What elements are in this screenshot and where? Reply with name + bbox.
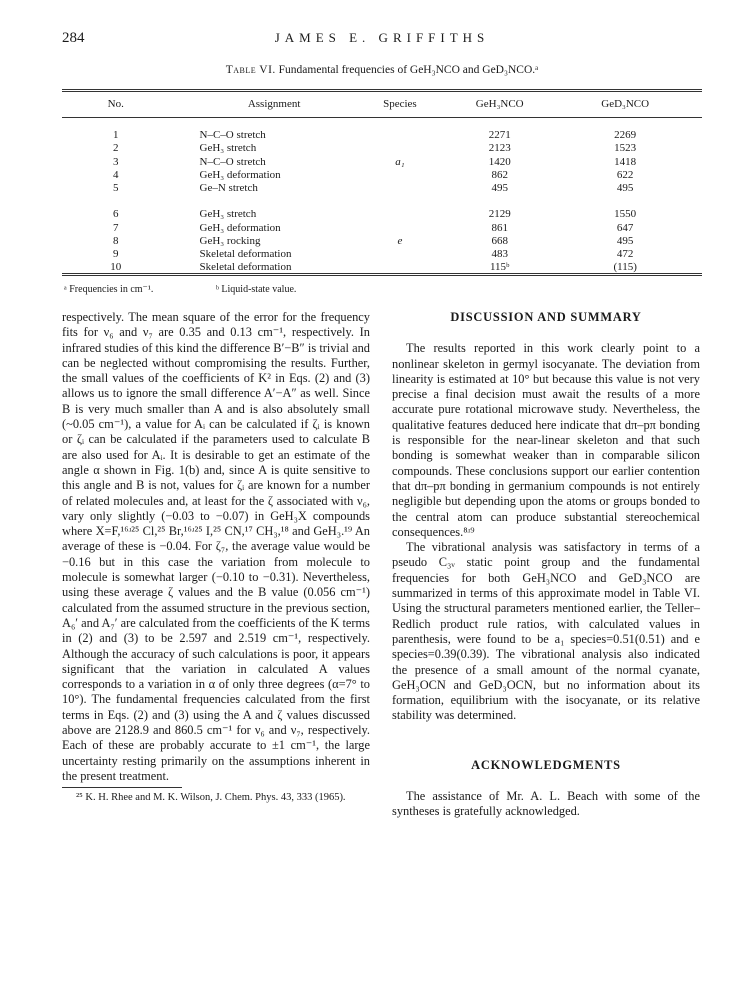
table-row <box>62 156 702 169</box>
table-label: Table VI. <box>225 64 276 76</box>
cell-no: 1 <box>113 129 119 142</box>
cell-ged3nco: (115) <box>613 261 637 274</box>
cell-geh3nco: 862 <box>491 168 508 181</box>
body-paragraph: respectively. The mean square of the error for the frequency fits for ν₆ and ν₇ are 0.35 and 0.13 cm⁻¹, respectively. In infrared studies of this kind the difference B′−B″ is trivial and can be neglected without compromising the results. Further, the small values of the coefficients of K² in Eqs. (2) and (3) allows us to ignore the small difference A′−A″ as well. Since B is very much smaller than A and is also absolutely small (~0.05 cm⁻¹), a value for Aᵢ can be calculated if ζᵢ is known or ζᵢ can be calculated if the parameters used to calculate B are also used for Aᵢ. It is desirable to get an estimate of the angle α shown in Fig. 1(b) and, since A is quite sensitive to this angle and B is not, values for ζᵢ are known for a number of related molecules and, at least for the ζ associated with ν₆, vary only slightly (−0.03 to −0.07) in GeH₃X compounds where X=F,¹⁶ʴ²⁵ Cl,²⁵ Br,¹⁶ʴ²⁵ I,²⁵ CN,¹⁷ CH₃,¹⁸ and GeH₃.¹⁹ An average of these is −0.04. For ζ₇, the average value would be −0.16 but in this case the variation from molecule to molecule is somewhat larger (−0.10 to −0.31). Nevertheless, using these average ζ values and the B value (0.056 cm⁻¹) calculated from the assumed structure in the previous section, A₆′ and A₇′ are calculated from the coefficients of the K terms in (2) and (3) to be 2.597 and 2.519 cm⁻¹, respectively. Although the accuracy of such calculations is poor, it appears significant that the variation in calculated A values corresponds to a variation in α of only three degrees (α=7° to 10°). The fundamental frequencies calculated from the first terms in Eqs. (2) and (3) using the A and ζ values discussed above are 2128.9 and 860.5 cm⁻¹ for ν₆ and ν₇, respectively. Each of these are probably accurate to ±1 cm⁻¹, the large uncertainty resting primarily on the assumptions inherent in the present treatment. <box>62 310 370 783</box>
col-header-geh3nco: GeH₃NCO <box>475 97 524 110</box>
cell-geh3nco: 483 <box>491 248 508 260</box>
table-top-rule-double <box>62 91 702 92</box>
cell-species <box>349 182 451 195</box>
table-footnote: ᵃ Frequencies in cm⁻¹. <box>64 284 154 295</box>
cell-species <box>349 261 451 274</box>
cell-assignment: GeH₃ deformation <box>199 168 281 181</box>
table-row <box>62 222 702 235</box>
table-header-row <box>62 93 702 116</box>
col-header-no: No. <box>107 97 124 110</box>
cell-ged3nco: 495 <box>616 182 634 194</box>
table-row <box>62 208 702 221</box>
cell-assignment: GeH₃ deformation <box>199 221 281 234</box>
table-row <box>62 129 702 142</box>
cell-geh3nco: 2123 <box>488 142 511 155</box>
cell-geh3nco: 115ᵇ <box>489 261 510 274</box>
cell-assignment: GeH₃ stretch <box>199 142 257 155</box>
left-column <box>62 310 370 806</box>
body-paragraph: The results reported in this work clearly point to a nonlinear skeleton in germyl isocyanate. The deviation from linearity is estimated at 10° but because this value is not very precise a final decision must await the results of a more accurate pure rotational microwave study. Nevertheless, the qualitative features deduced here indicate that dπ–pπ bonding is responsible for the near-linear skeleton and that such bonding is somewhat weaker than in comparable silicon compounds. These conclusions support our earlier contention that dπ–pπ bonding in germanium compounds is not entirely negligible but depending upon the atoms or groups bonded to the central atom can produce substantial stereochemical consequences.⁸ʴ⁹ <box>392 341 700 539</box>
cell-assignment: GeH₃ stretch <box>199 208 257 221</box>
frequency-table <box>62 93 702 274</box>
cell-no: 9 <box>113 248 119 260</box>
table-caption <box>62 64 702 76</box>
cell-no: 7 <box>113 221 119 234</box>
running-head: JAMES E. GRIFFITHS <box>274 30 490 45</box>
cell-species: a₁ <box>395 155 405 168</box>
table-row <box>62 235 702 248</box>
cell-ged3nco: 1418 <box>614 155 637 168</box>
cell-geh3nco: 1420 <box>488 155 511 168</box>
cell-ged3nco: 2269 <box>614 129 637 142</box>
cell-species <box>349 169 451 182</box>
page-header <box>62 30 702 50</box>
body-paragraph: The assistance of Mr. A. L. Beach with some of the syntheses is gratefully acknowledged. <box>392 789 700 819</box>
table-bottom-rule-double <box>62 275 702 276</box>
table-row <box>62 261 702 274</box>
cell-no: 10 <box>110 261 122 274</box>
cell-no: 5 <box>113 182 119 194</box>
cell-no: 3 <box>113 155 119 168</box>
cell-geh3nco: 495 <box>491 182 508 194</box>
cell-species <box>349 248 451 261</box>
cell-ged3nco: 472 <box>616 248 634 260</box>
cell-no: 2 <box>113 142 119 155</box>
cell-geh3nco: 2271 <box>488 129 511 142</box>
cell-ged3nco: 622 <box>616 168 634 181</box>
footnote-rule <box>62 787 182 788</box>
cell-assignment: N–C–O stretch <box>199 129 266 142</box>
cell-species <box>349 208 451 221</box>
cell-assignment: Skeletal deformation <box>199 261 292 274</box>
cell-no: 8 <box>113 234 119 247</box>
section-heading-acknowledgments: ACKNOWLEDGMENTS <box>471 757 621 772</box>
cell-species <box>349 222 451 235</box>
cell-species: e <box>397 234 403 247</box>
col-header-species: Species <box>383 97 417 110</box>
cell-assignment: Skeletal deformation <box>199 248 292 260</box>
cell-geh3nco: 861 <box>491 221 508 234</box>
table-top-rule <box>62 89 702 90</box>
cell-ged3nco: 1550 <box>614 208 637 221</box>
cell-ged3nco: 1523 <box>614 142 637 155</box>
cell-assignment: GeH₃ rocking <box>199 234 261 247</box>
cell-ged3nco: 647 <box>616 221 634 234</box>
body-paragraph: The vibrational analysis was satisfactory in terms of a pseudo C₃ᵥ static point group and the fundamental frequencies for both GeH₃NCO and GeD₃NCO are summarized in terms of this approximate model in Table VI. Using the structural parameters mentioned earlier, the Teller–Redlich product rule ratios, with calculated values in parenthesis, were found to be a₁ species=0.51(0.51) and e species=0.39(0.39). The vibrational analysis also indicated the presence of a small amount of the normal cyanate, GeH₃OCN and GeD₃OCN, but no information about its formation, equilibrium with the isocyanate, or its relative stability was determined. <box>392 540 700 723</box>
col-header-ged3nco: GeD₃NCO <box>601 97 650 110</box>
table-row <box>62 142 702 155</box>
cell-no: 6 <box>113 208 119 221</box>
reference-footnote: ²⁵ K. H. Rhee and M. K. Wilson, J. Chem. Phys. 43, 333 (1965). <box>76 792 346 804</box>
table-footnotes <box>64 284 356 295</box>
cell-ged3nco: 495 <box>616 234 634 247</box>
col-header-assignment: Assignment <box>247 97 301 110</box>
cell-no: 4 <box>113 168 119 181</box>
section-heading-discussion: DISCUSSION AND SUMMARY <box>450 310 642 324</box>
cell-geh3nco: 668 <box>491 234 508 247</box>
page-number: 284 <box>62 30 85 46</box>
cell-assignment: Ge–N stretch <box>199 182 258 194</box>
table-row <box>62 182 702 195</box>
table-footnote: ᵇ Liquid-state value. <box>215 284 297 295</box>
table-row <box>62 248 702 261</box>
table-row <box>62 169 702 182</box>
cell-species <box>349 142 451 155</box>
cell-assignment: N–C–O stretch <box>199 155 266 168</box>
cell-species <box>349 129 451 142</box>
right-column <box>392 310 700 820</box>
cell-geh3nco: 2129 <box>488 208 511 221</box>
table-caption-text: Fundamental frequencies of GeH₃NCO and GeD₃NCO.ᵃ <box>278 64 539 76</box>
